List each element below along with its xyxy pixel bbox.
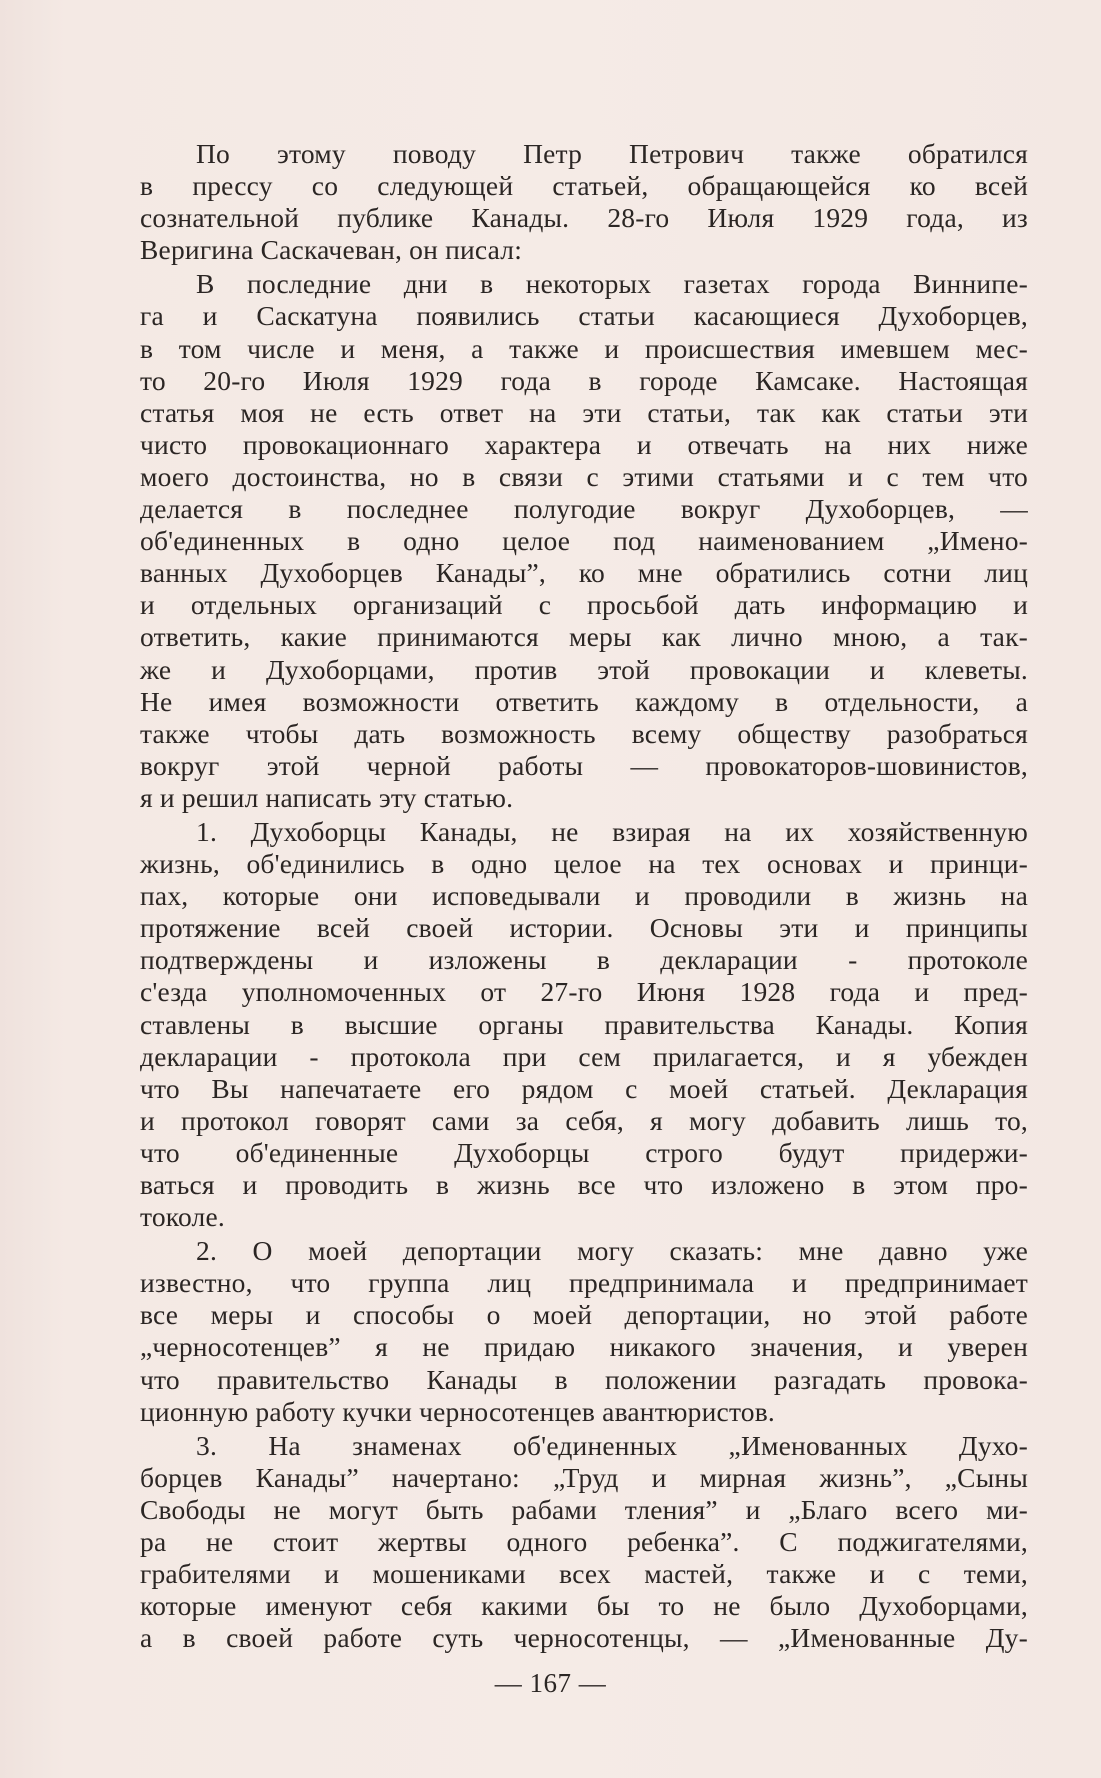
text-line: 1. Духоборцы Канады, не взирая на их хозяйственную bbox=[196, 815, 1028, 847]
page-number: — 167 — bbox=[494, 1668, 607, 1698]
text-line: чисто провокационнаго характера и отвечать на них ниже bbox=[140, 428, 1028, 460]
text-line: жизнь, об'единились в одно целое на тех основах и принци- bbox=[140, 848, 1028, 880]
text-line: и протокол говорят сами за себя, я могу добавить лишь то, bbox=[140, 1104, 1028, 1136]
text-line: в том числе и меня, а также и происшествия имевшем мес- bbox=[140, 332, 1028, 364]
text-line: токоле. bbox=[140, 1201, 225, 1233]
text-line: га и Саскатуна появились статьи касающиеся Духоборцев, bbox=[140, 300, 1028, 332]
paragraph-1 bbox=[140, 138, 1028, 266]
text-line: то 20-го Июля 1929 года в городе Камсаке. Настоящая bbox=[140, 364, 1028, 396]
text-line: ционную работу кучки черносотенцев авантюристов. bbox=[140, 1395, 776, 1427]
text-line: ванных Духоборцев Канады”, ко мне обратились сотни лиц bbox=[140, 557, 1028, 589]
text-line: что об'единенные Духоборцы строго будут придержи- bbox=[140, 1136, 1028, 1168]
text-line: ра не стоит жертвы одного ребенка”. С поджигателями, bbox=[140, 1526, 1028, 1558]
text-line: протяжение всей своей истории. Основы эти и принципы bbox=[140, 912, 1028, 944]
text-line: Не имея возможности ответить каждому в отдельности, а bbox=[140, 685, 1028, 717]
text-line: также чтобы дать возможность всему обществу разобраться bbox=[140, 717, 1028, 749]
page-body-text bbox=[140, 138, 1028, 1656]
text-line: декларации - протокола при сем прилагается, и я убежден bbox=[140, 1040, 1028, 1072]
text-line: „черносотенцев” я не придаю никакого значения, и уверен bbox=[140, 1331, 1028, 1363]
text-line: подтверждены и изложены в декларации - протоколе bbox=[140, 944, 1028, 976]
text-line: же и Духоборцами, против этой провокации и клеветы. bbox=[140, 653, 1028, 685]
text-line: пах, которые они исповедывали и проводили в жизнь на bbox=[140, 880, 1028, 912]
text-line: и отдельных организаций с просьбой дать информацию и bbox=[140, 589, 1028, 621]
text-line: ставлены в высшие органы правительства Канады. Копия bbox=[140, 1008, 1028, 1040]
text-line: ответить, какие принимаются меры как лично мною, а так- bbox=[140, 621, 1028, 653]
text-line: об'единенных в одно целое под наименованием „Имено- bbox=[140, 525, 1028, 557]
text-line: которые именуют себя какими бы то не было Духоборцами, bbox=[140, 1590, 1028, 1622]
text-line: борцев Канады” начертано: „Труд и мирная жизнь”, „Сыны bbox=[140, 1461, 1028, 1493]
text-line: Веригина Саскачеван, он писал: bbox=[140, 234, 523, 266]
text-line: 3. На знаменах об'единенных „Именованных Духо- bbox=[196, 1429, 1028, 1461]
paragraph-5 bbox=[140, 1430, 1028, 1655]
text-line: сознательной публике Канады. 28-го Июля 1929 года, из bbox=[140, 202, 1028, 234]
text-line: В последние дни в некоторых газетах города Виннипе- bbox=[196, 268, 1028, 300]
paragraph-4 bbox=[140, 1235, 1028, 1428]
text-line: все меры и способы о моей депортации, но этой работе bbox=[140, 1299, 1028, 1331]
text-line: грабителями и мошениками всех мастей, также и с теми, bbox=[140, 1558, 1028, 1590]
paragraph-2 bbox=[140, 268, 1028, 814]
paragraph-3 bbox=[140, 816, 1028, 1233]
text-line: я и решил написать эту статью. bbox=[140, 781, 514, 813]
text-line: статья моя не есть ответ на эти статьи, так как статьи эти bbox=[140, 396, 1028, 428]
text-line: а в своей работе суть черносотенцы, — „Именованные Ду- bbox=[140, 1622, 1028, 1654]
text-line: в прессу со следующей статьей, обращающейся ко всей bbox=[140, 170, 1028, 202]
text-line: ваться и проводить в жизнь все что изложено в этом про- bbox=[140, 1169, 1028, 1200]
text-line: что Вы напечатаете его рядом с моей статьей. Декларация bbox=[140, 1072, 1028, 1104]
text-line: с'езда уполномоченных от 27-го Июня 1928 года и пред- bbox=[140, 976, 1028, 1008]
text-line: что правительство Канады в положении разгадать провока- bbox=[140, 1363, 1028, 1395]
text-line: вокруг этой черной работы — провокаторов-шовинистов, bbox=[140, 749, 1028, 781]
text-line: 2. О моей депортации могу сказать: мне давно уже bbox=[196, 1235, 1028, 1267]
text-line: По этому поводу Петр Петрович также обратился bbox=[196, 138, 1028, 169]
text-line: делается в последнее полугодие вокруг Духоборцев, — bbox=[140, 493, 1028, 525]
text-line: известно, что группа лиц предпринимала и предпринимает bbox=[140, 1267, 1028, 1299]
text-line: моего достоинства, но в связи с этими статьями и с тем что bbox=[140, 460, 1028, 492]
text-line: Свободы не могут быть рабами тления” и „Благо всего ми- bbox=[140, 1493, 1028, 1525]
